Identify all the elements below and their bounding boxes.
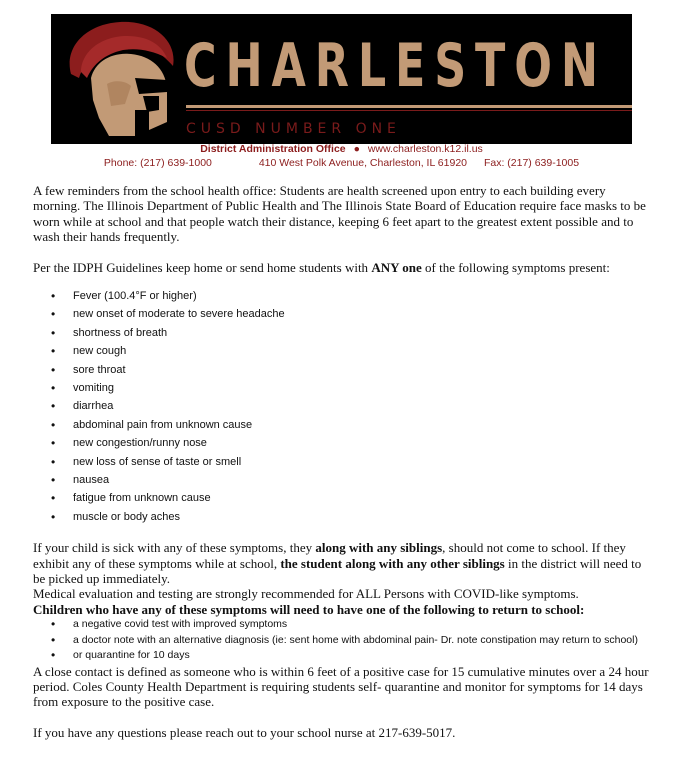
- fax-number: Fax: (217) 639-1005: [483, 157, 580, 169]
- return-option-item: • a negative covid test with improved symptoms: [33, 617, 653, 633]
- brand-rule-accent: [186, 110, 632, 111]
- sick-paragraph: If your child is sick with any of these symptoms, they along with any siblings, should not come to school. If they exhibit any of these symptoms while at school, the student along with any other siblings in the district will need to be picked up immediately.: [33, 540, 642, 586]
- symptom-item: • abdominal pain from unknown cause: [33, 416, 653, 434]
- trojan-helmet-logo: [51, 14, 186, 144]
- brand-rule: [186, 105, 632, 108]
- intro-paragraph: A few reminders from the school health office: Students are health screened upon entry to each building every morning. The Illinois Department of Public Health and The Illinois State Board of Education require face masks to be worn while at school and that people watch their distance, keeping 6 feet apart to the greatest extent possible and to wash their hands frequently.: [33, 183, 646, 245]
- brand-name: CHARLESTON: [184, 31, 607, 101]
- brand-subname: CUSD NUMBER ONE: [186, 121, 401, 137]
- symptom-item: • new onset of moderate to severe headache: [33, 305, 653, 323]
- office-name: District Administration Office: [200, 143, 346, 155]
- return-option-item: • a doctor note with an alternative diagnosis (ie: sent home with abdominal pain- Dr. note constipation may return to school): [33, 633, 653, 649]
- symptom-item: • vomiting: [33, 379, 653, 397]
- questions-paragraph: If you have any questions please reach out to your school nurse at 217-639-5017.: [33, 724, 456, 740]
- return-options-list: [33, 617, 653, 664]
- contact-line-office: [0, 143, 683, 155]
- symptom-item: • fatigue from unknown cause: [33, 489, 653, 507]
- symptom-item: • nausea: [33, 471, 653, 489]
- street-address: 410 West Polk Avenue, Charleston, IL 61920: [258, 157, 468, 169]
- symptom-item: • sore throat: [33, 361, 653, 379]
- close-contact-paragraph: A close contact is defined as someone who is within 6 feet of a positive case for 15 cumulative minutes over a 24 hour period. Coles County Health Department is requiring students self- quarantine and monitor for symptoms for 14 days from exposure to the positive case.: [33, 663, 649, 710]
- letterhead-banner: [51, 14, 632, 144]
- website-link[interactable]: www.charleston.k12.il.us: [367, 143, 483, 155]
- symptom-item: • muscle or body aches: [33, 508, 653, 526]
- medical-paragraph: Medical evaluation and testing are strongly recommended for ALL Persons with COVID-like symptoms.: [33, 586, 579, 602]
- separator-dot: ●: [353, 143, 360, 155]
- return-heading: Children who have any of these symptoms will need to have one of the following to return to school:: [33, 601, 585, 617]
- letter-body: [33, 183, 653, 740]
- symptom-list: [33, 287, 653, 526]
- symptom-item: • new cough: [33, 342, 653, 360]
- contact-line-details: [0, 157, 683, 169]
- symptom-item: • diarrhea: [33, 397, 653, 415]
- symptom-item: • new loss of sense of taste or smell: [33, 453, 653, 471]
- return-option-item: • or quarantine for 10 days: [33, 648, 653, 664]
- symptom-item: • shortness of breath: [33, 324, 653, 342]
- symptom-item: • new congestion/runny nose: [33, 434, 653, 452]
- symptom-item: • Fever (100.4°F or higher): [33, 287, 653, 305]
- phone-number: Phone: (217) 639-1000: [103, 157, 212, 169]
- guideline-paragraph: Per the IDPH Guidelines keep home or send home students with ANY one of the following symptoms present:: [33, 259, 610, 275]
